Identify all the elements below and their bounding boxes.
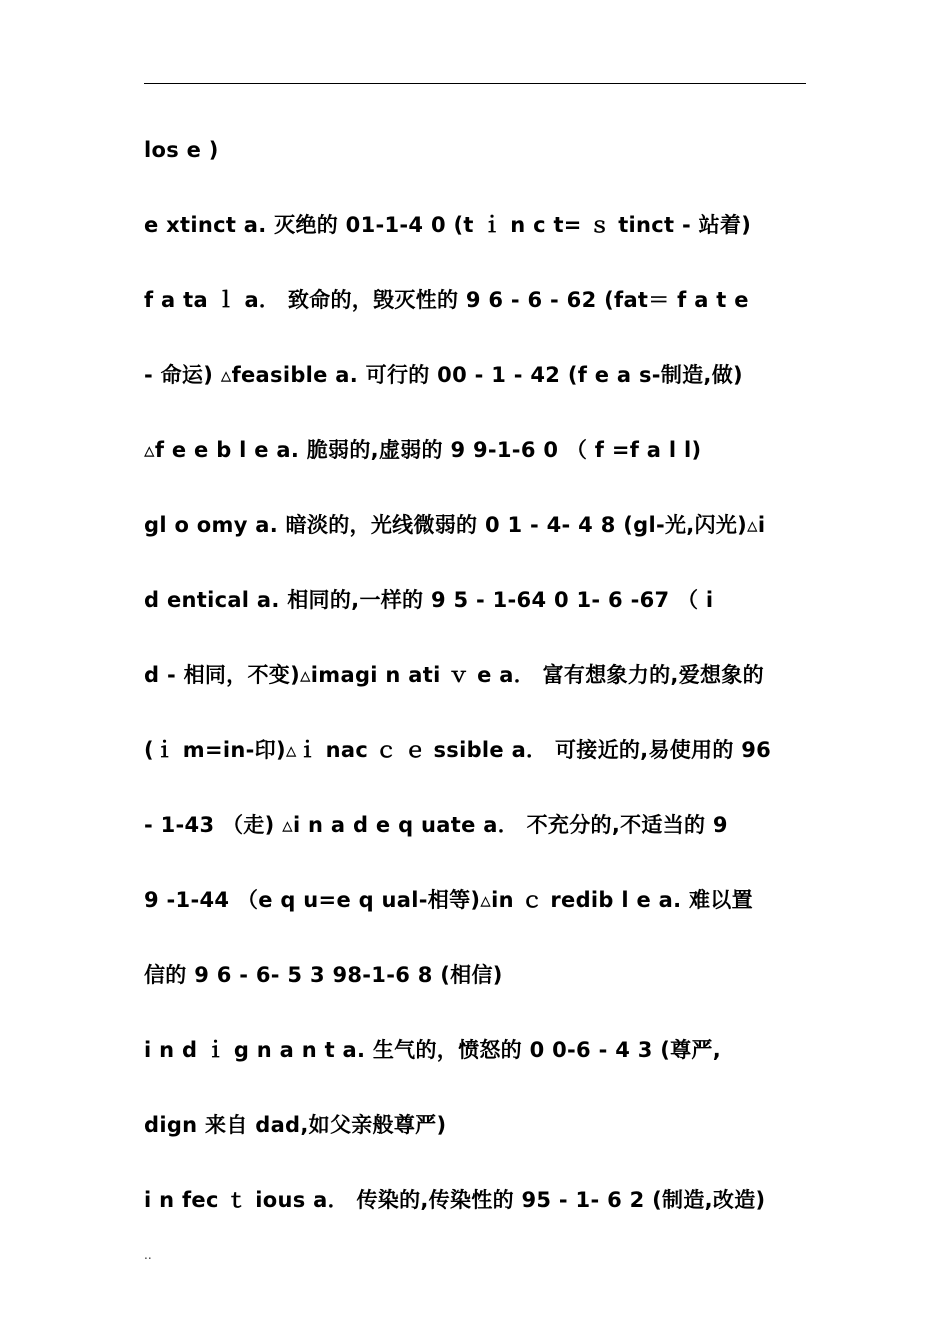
page-footer-mark: ..: [144, 1248, 152, 1262]
text-line: f a ta ｌ a． 致命的，毁灭性的 9 6 - 6 - 62 (fat＝ f a t e: [144, 288, 749, 312]
text-line: d - 相同，不变)▵imagi n ati ｖ e a． 富有想象力的,爱想象的: [144, 663, 764, 687]
text-line: los e ): [144, 138, 219, 162]
text-line: - 命运) ▵feasible a. 可行的 00 - 1 - 42 (f e a s-制造,做): [144, 363, 743, 387]
text-line: e xtinct a. 灭绝的 01-1-4 0 (t ｉ n c t= ｓ tinct - 站着): [144, 213, 752, 237]
text-line: i n fec ｔ ious a． 传染的,传染性的 95 - 1- 6 2 (制造,改造): [144, 1188, 766, 1212]
text-line: dign 来自 dad,如父亲般尊严): [144, 1113, 447, 1137]
document-body: [144, 130, 824, 1255]
header-rule: [144, 83, 806, 84]
text-line: d entical a. 相同的,一样的 9 5 - 1-64 0 1- 6 -67 （ i: [144, 588, 714, 612]
text-line: i n d ｉ g n a n t a. 生气的，愤怒的 0 0-6 - 4 3 (尊严,: [144, 1038, 722, 1062]
text-line: 9 -1-44 （e q u=e q ual-相等)▵in ｃ redib l e a. 难以置: [144, 888, 753, 912]
text-line: ▵f e e b l e a. 脆弱的,虚弱的 9 9-1-6 0 （ f =f a l l): [144, 438, 702, 462]
text-line: gl o omy a. 暗淡的，光线微弱的 0 1 - 4- 4 8 (gl-光,闪光)▵i: [144, 513, 766, 537]
text-line: - 1-43 （走) ▵i n a d e q uate a． 不充分的,不适当的 9: [144, 813, 728, 837]
text-line: 信的 9 6 - 6- 5 3 98-1-6 8 (相信): [144, 963, 503, 987]
text-line: (ｉ m=in-印)▵ｉ nac ｃ ｅ ssible a． 可接近的,易使用的 96: [144, 738, 772, 762]
